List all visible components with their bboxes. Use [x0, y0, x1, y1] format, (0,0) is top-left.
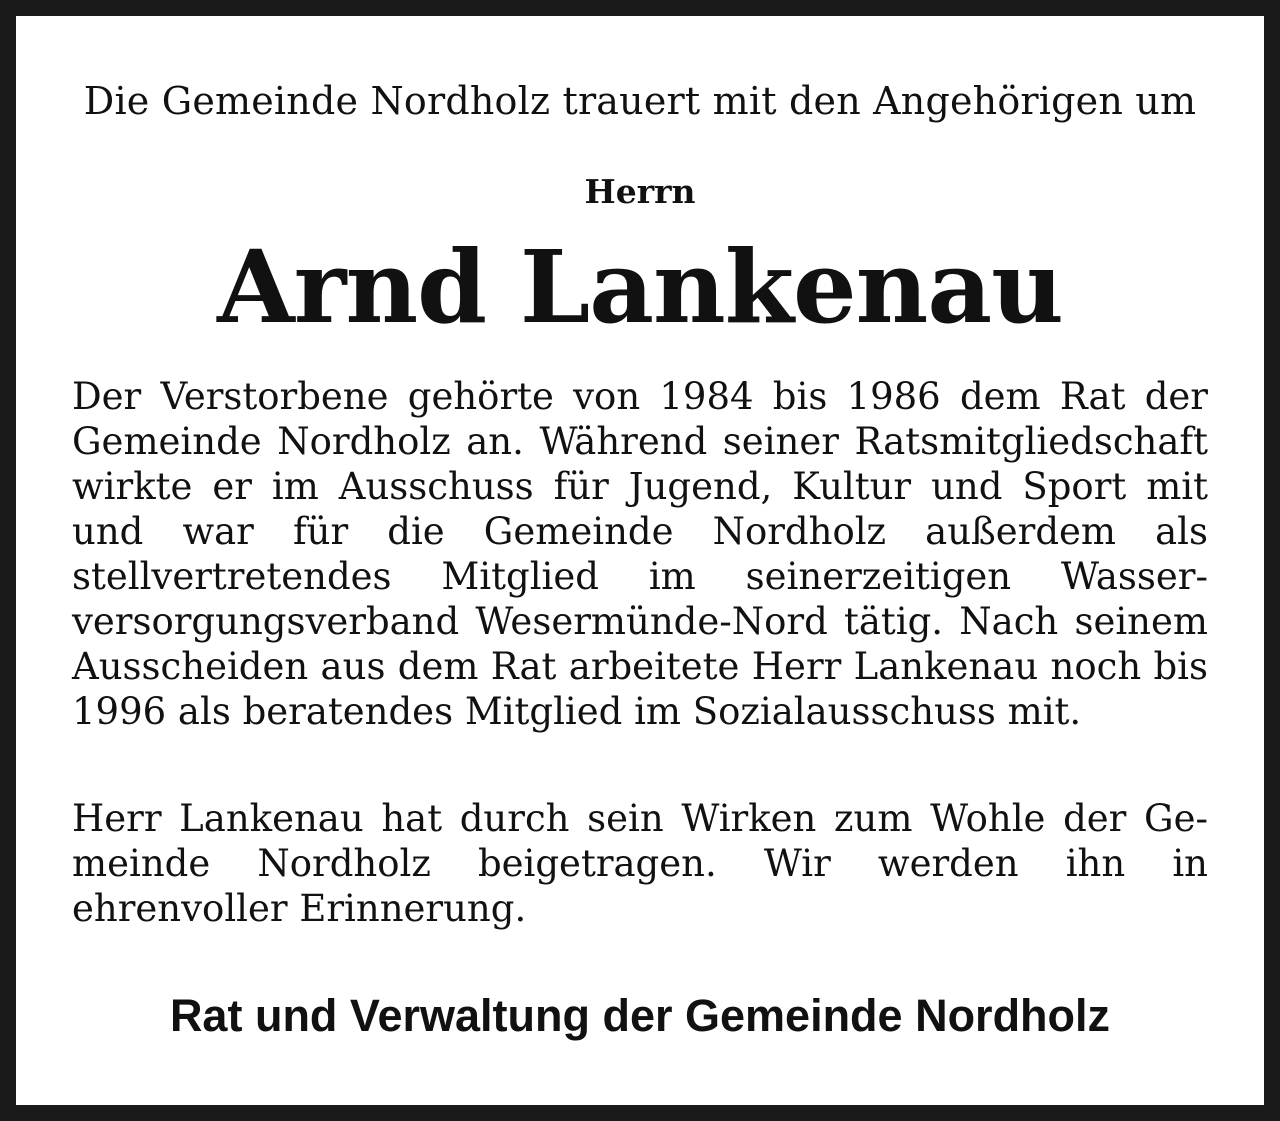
notice-content — [72, 16, 1208, 1105]
salutation: Herrn — [584, 172, 696, 211]
deceased-name: Arnd Lankenau — [217, 228, 1063, 346]
body-paragraph-1: Der Verstorbene gehörte von 1984 bis 1986 dem Rat der Gemeinde Nordholz an. Während seiner Ratsmitgliedschaft wirkte er im Ausschuss für Jugend, Kultur und Sport mit und war für die Gemeinde Nordholz außerdem als stellvertretendes Mitglied im seinerzeitigen Wasserversorgungsverband Wesermünde-Nord tätig. Nach seinem Ausscheiden aus dem Rat arbeitete Herr Lankenau noch bis 1996 als beratendes Mitglied im Sozialausschuss mit. — [72, 375, 1208, 733]
signature: Rat und Verwaltung der Gemeinde Nordholz — [169, 990, 1111, 1041]
intro-line: Die Gemeinde Nordholz trauert mit den Angehörigen um — [83, 79, 1197, 123]
body-paragraph-2: Herr Lankenau hat durch sein Wirken zum Wohle der Gemeinde Nordholz beigetragen. Wir werden ihn in ehrenvoller Erinnerung. — [72, 797, 1208, 930]
